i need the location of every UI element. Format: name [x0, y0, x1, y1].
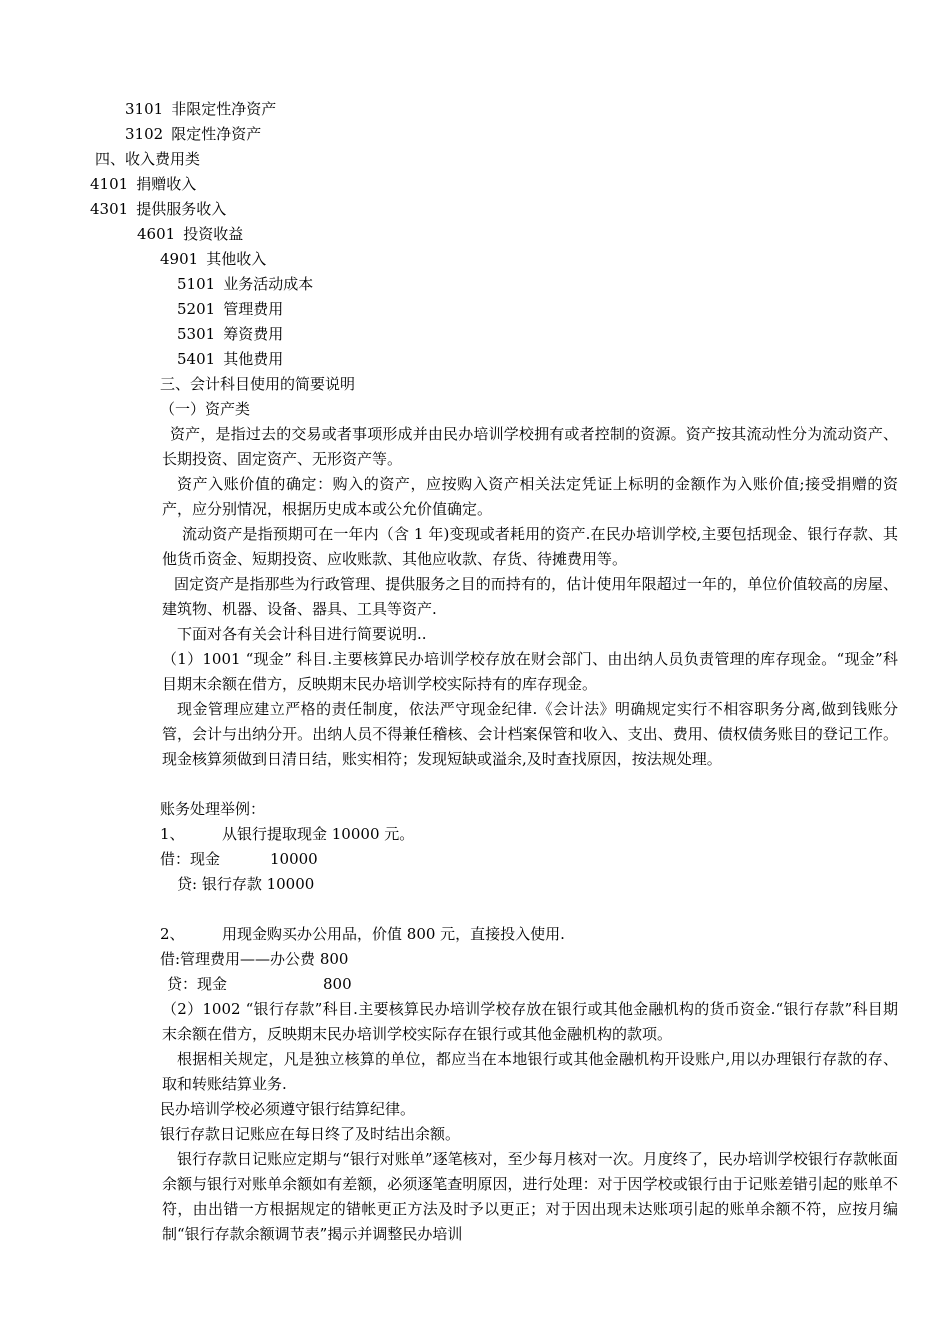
example-2-text: 用现金购买办公用品，价值 800 元，直接投入使用.	[222, 925, 565, 943]
account-line: 5201 管理费用	[177, 300, 284, 318]
paragraph-fixed-assets: 固定资产是指那些为行政管理、提供服务之目的而持有的，估计使用年限超过一年的，单位价值较高的房屋、建筑物、机器、设备、器具、工具等资产.	[162, 575, 898, 618]
paragraph-cash-account: （1）1001 “现金” 科目.主要核算民办培训学校存放在财会部门、由出纳人员负责管理的库存现金。“现金”科目期末余额在借方，反映期末民办培训学校实际持有的库存现金。	[162, 650, 898, 693]
example-1-debit-label: 借：现金	[160, 850, 221, 868]
example-1-debit-amount: 10000	[270, 850, 318, 868]
paragraph-valuation: 资产入账价值的确定：购入的资产，应按购入资产相关法定凭证上标明的金额作为入账价值;接受捐赠的资产，应分别情况，根据历史成本或公允价值确定。	[162, 475, 898, 518]
paragraph-bank-reconcile: 银行存款日记账应定期与“银行对账单”逐笔核对，至少每月核对一次。月度终了，民办培训学校银行存款帐面余额与银行对账单余额如有差额，必须逐笔查明原因，进行处理：对于因学校或银行由于记账差错引起的账单不符，由出错一方根据规定的错帐更正方法及时予以更正；对于因出现未达账项引起的账单余额不符，应按月编制“银行存款余额调节表”揭示并调整民办培训	[162, 1150, 898, 1243]
paragraph-intro: 下面对各有关会计科目进行简要说明..	[177, 625, 427, 643]
account-line: 3101 非限定性净资产	[125, 100, 277, 118]
example-2-debit: 借:管理费用——办公费 800	[160, 950, 349, 968]
example-2-credit-amount: 800	[323, 975, 352, 993]
paragraph-current-assets: 流动资产是指预期可在一年内（含 1 年)变现或者耗用的资产.在民办培训学校,主要包括现金、银行存款、其他货币资金、短期投资、应收账款、其他应收款、存货、待摊费用等。	[162, 525, 898, 568]
paragraph-cash-management: 现金管理应建立严格的责任制度，依法严守现金纪律.《会计法》明确规定实行不相容职务分离,做到钱账分管，会计与出纳分开。出纳人员不得兼任稽核、会计档案保管和收入、支出、费用、债权债务账目的登记工作。现金核算须做到日清日结，账实相符；发现短缺或溢余,及时查找原因，按法规处理。	[162, 700, 898, 768]
account-line: 4901 其他收入	[160, 250, 267, 268]
account-line: 5101 业务活动成本	[177, 275, 314, 293]
category-heading: 四、收入费用类	[95, 150, 201, 168]
example-1-text: 从银行提取现金 10000 元。	[222, 825, 415, 843]
account-line: 5301 筹资费用	[177, 325, 284, 343]
paragraph-bank-discipline: 民办培训学校必须遵守银行结算纪律。	[160, 1100, 416, 1118]
account-line: 3102 限定性净资产	[125, 125, 262, 143]
account-line: 4601 投资收益	[137, 225, 244, 243]
examples-title: 账务处理举例：	[160, 800, 266, 818]
example-2-credit-label: 贷：现金	[167, 975, 228, 993]
example-2-number: 2、	[160, 925, 185, 943]
section-title: 三、会计科目使用的简要说明	[160, 375, 356, 393]
account-line: 4101 捐赠收入	[90, 175, 197, 193]
paragraph-assets: 资产，是指过去的交易或者事项形成并由民办培训学校拥有或者控制的资源。资产按其流动性分为流动资产、长期投资、固定资产、无形资产等。	[162, 425, 898, 468]
example-1-number: 1、	[160, 825, 185, 843]
example-1-credit: 贷: 银行存款 10000	[177, 875, 315, 893]
account-line: 5401 其他费用	[177, 350, 284, 368]
subsection-title: （一）资产类	[160, 400, 251, 418]
account-line: 4301 提供服务收入	[90, 200, 227, 218]
paragraph-bank-account: （2）1002 “银行存款”科目.主要核算民办培训学校存放在银行或其他金融机构的货币资金.“银行存款”科目期末余额在借方，反映期末民办培训学校实际存在银行或其他金融机构的款项。	[162, 1000, 898, 1043]
paragraph-bank-rule: 根据相关规定，凡是独立核算的单位，都应当在本地银行或其他金融机构开设账户,用以办理银行存款的存、取和转账结算业务.	[162, 1050, 898, 1093]
paragraph-bank-daily: 银行存款日记账应在每日终了及时结出余额。	[160, 1125, 461, 1143]
